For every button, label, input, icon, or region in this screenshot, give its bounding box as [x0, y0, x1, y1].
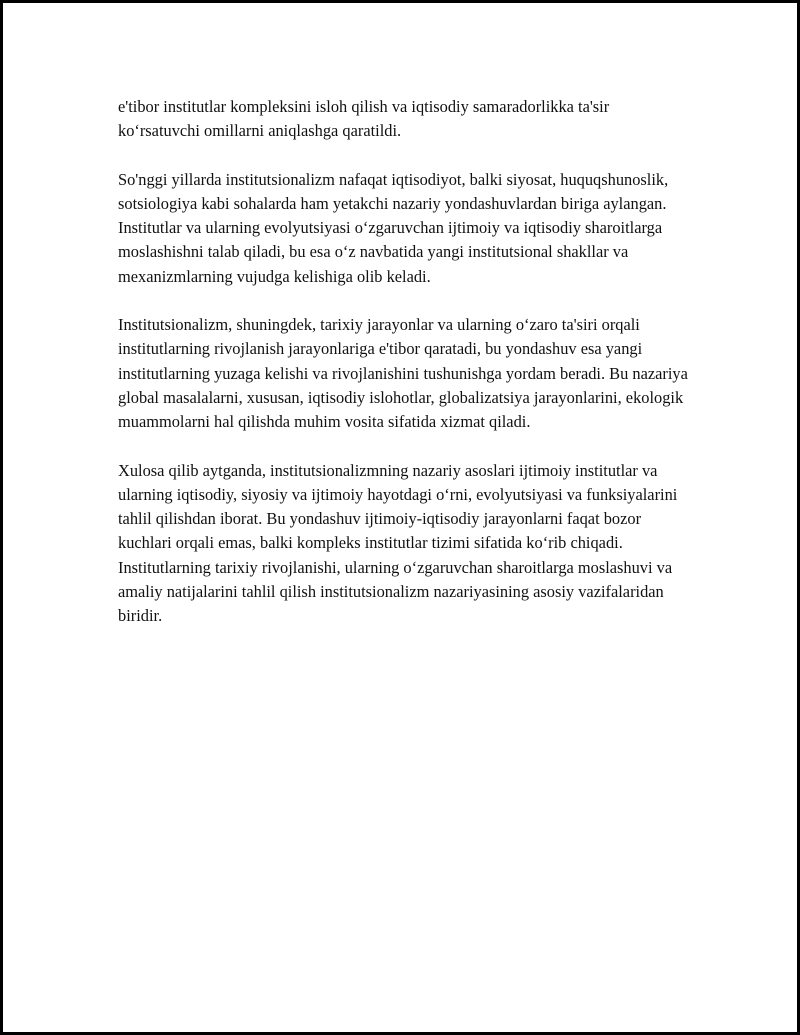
paragraph-2: So'nggi yillarda institutsionalizm nafaqat iqtisodiyot, balki siyosat, huquqshunoslik, sotsiologiya kabi sohalarda ham yetakchi nazariy yondashuvlardan biriga aylangan. Institutlar va ularning evolyutsiyasi o‘zgaruvchan ijtimoiy va iqtisodiy sharoitlarga moslashishni talab qiladi, bu esa o‘z navbatida yangi institutsional shakllar va mexanizmlarning vujudga kelishiga olib keladi.: [118, 169, 669, 286]
paragraph-1: e'tibor institutlar kompleksini isloh qilish va iqtisodiy samaradorlikka ta'sir ko‘rsatuvchi omillarni aniqlashga qaratildi.: [118, 97, 610, 141]
document-body: [118, 95, 688, 653]
paragraph-4: Xulosa qilib aytganda, institutsionalizmning nazariy asoslari ijtimoiy institutlar va ularning iqtisodiy, siyosiy va ijtimoiy hayotdagi o‘rni, evolyutsiyasi va funksiyalarini tahlil qilishdan iborat. Bu yondashuv ijtimoiy-iqtisodiy jarayonlarni faqat bozor kuchlari orqali emas, balki kompleks institutlar tizimi sifatida ko‘rib chiqadi. Institutlarning tarixiy rivojlanishi, ularning o‘zgaruvchan sharoitlarga moslashuvi va amaliy natijalarini tahlil qilish institutsionalizm nazariyasining asosiy vazifalaridan biridir.: [118, 460, 678, 626]
paragraph-3: Institutsionalizm, shuningdek, tarixiy jarayonlar va ularning o‘zaro ta'siri orqali institutlarning rivojlanish jarayonlariga e'tibor qaratadi, bu yondashuv esa yangi institutlarning yuzaga kelishi va rivojlanishini tushunishga yordam beradi. Bu nazariya global masalalarni, xususan, iqtisodiy islohotlar, globalizatsiya jarayonlarini, ekologik muammolarni hal qilishda muhim vosita sifatida xizmat qiladi.: [118, 315, 688, 432]
